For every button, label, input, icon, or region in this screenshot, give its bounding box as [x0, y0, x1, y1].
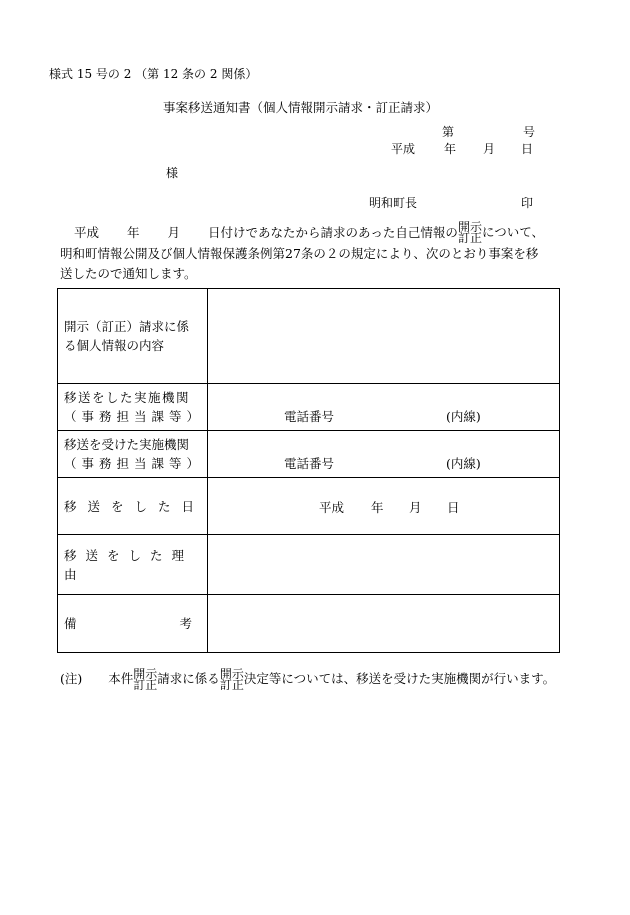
- document-title: 事案移送通知書（個人情報開示請求・訂正請求）: [163, 100, 439, 115]
- row-info-content: [58, 289, 560, 384]
- label-info-content: 開示（訂正）請求に係 る個人情報の内容: [58, 289, 208, 384]
- body-paragraph: [60, 222, 570, 284]
- sending-extension-label: (内線): [446, 409, 481, 424]
- value-transfer-reason[interactable]: [208, 535, 560, 595]
- value-transfer-date[interactable]: 平成 年 月 日: [208, 478, 560, 535]
- row-remarks: [58, 595, 560, 653]
- number-prefix: 第: [442, 125, 455, 139]
- disclosure-correction-stack: 開示 訂正: [457, 220, 482, 245]
- issue-date-month: 月: [483, 142, 496, 156]
- sending-phone-label: 電話番号: [284, 409, 335, 424]
- label-sending-agency: 移送をした実施機関 （事務担当課等）: [58, 384, 208, 431]
- note-stack-2: 開示 訂正: [219, 666, 244, 692]
- note-stack-1: 開示 訂正: [133, 666, 158, 692]
- value-receiving-agency[interactable]: [208, 431, 560, 478]
- row-sending-agency: [58, 384, 560, 431]
- issue-date-era: 平成: [391, 142, 416, 156]
- issue-date-year: 年: [444, 142, 457, 156]
- body-line-3: 送したので通知します。: [60, 266, 197, 281]
- receiving-extension-label: (内線): [446, 456, 481, 471]
- label-transfer-reason: 移送をした理由: [58, 535, 208, 595]
- issue-date-day: 日: [521, 142, 534, 156]
- row-transfer-reason: [58, 535, 560, 595]
- value-remarks[interactable]: [208, 595, 560, 653]
- value-sending-agency[interactable]: [208, 384, 560, 431]
- label-remarks: 備 考: [58, 595, 208, 653]
- row-receiving-agency: [58, 431, 560, 478]
- label-receiving-agency: 移送を受けた実施機関 （事務担当課等）: [58, 431, 208, 478]
- body-line-2: 明和町情報公開及び個人情報保護条例第27条の２の規定により、次のとおり事案を移: [60, 246, 539, 261]
- issuer-name: 明和町長: [369, 196, 418, 210]
- addressee-suffix: 様: [166, 166, 179, 180]
- body-line-1: 平成 年 月 日付けであなたから請求のあった自己情報の 開示 訂正 について、: [74, 220, 544, 245]
- receiving-phone-label: 電話番号: [284, 456, 335, 471]
- seal-mark: 印: [521, 196, 534, 210]
- footnote: (注) 本件 開示 訂正 請求に係る 開示 訂正 決定等については、移送を受けた実施機関が行います。: [60, 666, 556, 692]
- form-number: 様式 15 号の 2 （第 12 条の 2 関係）: [49, 67, 258, 81]
- transfer-form-table: [57, 288, 560, 653]
- label-transfer-date: 移送をした日: [58, 478, 208, 535]
- number-suffix: 号: [523, 125, 536, 139]
- value-info-content[interactable]: [208, 289, 560, 384]
- row-transfer-date: [58, 478, 560, 535]
